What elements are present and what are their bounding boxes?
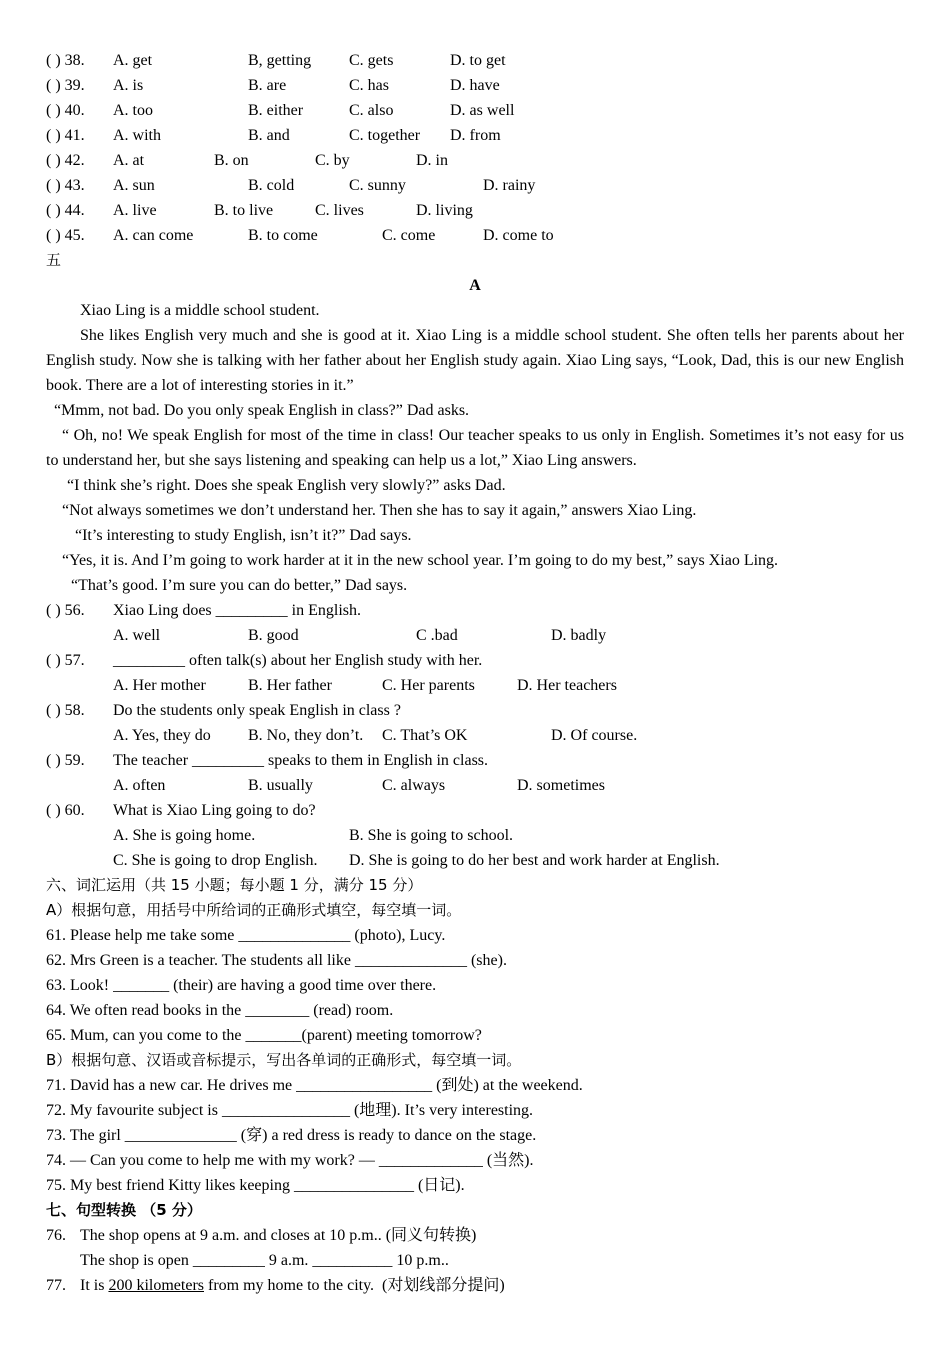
question-number: ( ) 58. — [46, 702, 85, 719]
passage-paragraph: “Mmm, not bad. Do you only speak English in class?” Dad asks. — [54, 402, 470, 419]
option-b: B. either — [248, 102, 304, 119]
section-heading: 六、词汇运用（共 15 小题；每小题 1 分，满分 15 分） — [46, 876, 423, 894]
question-row — [46, 698, 904, 723]
options-row — [46, 823, 904, 848]
question-row — [46, 748, 904, 773]
question-text: What is Xiao Ling going to do? — [113, 802, 316, 819]
question-row — [46, 48, 904, 73]
passage-paragraph: “It’s interesting to study English, isn’t it?” Dad says. — [75, 527, 412, 544]
fill-item: 71. David has a new car. He drives me _________________ (到处) at the weekend. — [46, 1077, 583, 1094]
option-a: A. Her mother — [113, 677, 206, 694]
option-d: D. living — [416, 202, 473, 219]
fill-item: 62. Mrs Green is a teacher. The students all like ______________ (she). — [46, 952, 507, 969]
question-number: ( ) 59. — [46, 752, 85, 769]
option-c: C. always — [382, 777, 446, 794]
option-d: D. rainy — [483, 177, 536, 194]
option-a: A. She is going home. — [113, 827, 256, 844]
question-row — [46, 648, 904, 673]
option-b: B. on — [214, 152, 249, 169]
option-c: C. sunny — [349, 177, 406, 194]
exam-page — [46, 48, 904, 1298]
option-a: A. too — [113, 102, 153, 119]
question-number: ( ) 39. — [46, 77, 85, 94]
option-d: D. as well — [450, 102, 515, 119]
question-number: ( ) 40. — [46, 102, 85, 119]
question-number: ( ) 38. — [46, 52, 85, 69]
question-number: 76. — [46, 1227, 66, 1244]
option-a: A. is — [113, 77, 144, 94]
option-a: A. live — [113, 202, 157, 219]
option-c: C. together — [349, 127, 421, 144]
passage-paragraph: “Not always sometimes we don’t understand her. Then she has to say it again,” answers Xiao Ling. — [62, 502, 697, 519]
option-b: B, getting — [248, 52, 312, 69]
options-row — [46, 773, 904, 798]
fill-item: 61. Please help me take some ______________ (photo), Lucy. — [46, 927, 446, 944]
fill-item: 73. The girl ______________ (穿) a red dress is ready to dance on the stage. — [46, 1127, 537, 1144]
fill-item: 65. Mum, can you come to the _______(parent) meeting tomorrow? — [46, 1027, 482, 1044]
options-row — [46, 723, 904, 748]
option-d: D. to get — [450, 52, 506, 69]
passage-paragraph: “ Oh, no! We speak English for most of the time in class! Our teacher speaks to us only in English. Sometimes it’s not easy for us to understand her, but she says listening and speaking can help us a lot,” Xiao Ling answers. — [46, 427, 904, 469]
option-c: C. That’s OK — [382, 727, 468, 744]
question-text: The shop opens at 9 a.m. and closes at 10 p.m.. (同义句转换) — [80, 1227, 477, 1244]
question-row — [46, 123, 904, 148]
question-number: ( ) 42. — [46, 152, 85, 169]
option-c: C. also — [349, 102, 394, 119]
option-c: C. has — [349, 77, 389, 94]
option-c: C. She is going to drop English. — [113, 852, 318, 869]
option-b: B. She is going to school. — [349, 827, 514, 844]
option-c: C. by — [315, 152, 350, 169]
part-instruction: B）根据句意、汉语或音标提示，写出各单词的正确形式，每空填一词。 — [46, 1051, 522, 1069]
options-row — [46, 848, 904, 873]
option-b: B. usually — [248, 777, 313, 794]
question-text: _________ often talk(s) about her English study with her. — [113, 652, 483, 669]
question-text-post: from my home to the city. (对划线部分提问) — [204, 1277, 505, 1294]
passage-paragraph: Xiao Ling is a middle school student. — [80, 302, 320, 319]
option-a: A. get — [113, 52, 153, 69]
question-row — [46, 73, 904, 98]
underlined-phrase: 200 kilometers — [108, 1277, 204, 1294]
option-c: C. come — [382, 227, 436, 244]
question-text: Do the students only speak English in class ? — [113, 702, 401, 719]
question-row — [46, 223, 904, 248]
fill-item: 74. — Can you come to help me with my work? — _____________ (当然). — [46, 1152, 534, 1169]
option-a: A. well — [113, 627, 161, 644]
question-text: The teacher _________ speaks to them in English in class. — [113, 752, 489, 769]
option-a: A. at — [113, 152, 145, 169]
question-number: ( ) 41. — [46, 127, 85, 144]
option-c: C. gets — [349, 52, 394, 69]
question-number: ( ) 45. — [46, 227, 85, 244]
option-a: A. often — [113, 777, 166, 794]
section-heading: 七、句型转换 （5 分） — [46, 1201, 202, 1219]
question-text — [80, 1273, 505, 1298]
answer-row — [46, 1248, 904, 1273]
passage-paragraph: “Yes, it is. And I’m going to work harder at it in the new school year. I’m going to do my best,” says Xiao Ling. — [62, 552, 779, 569]
option-d: D. Her teachers — [517, 677, 617, 694]
option-b: B. to live — [214, 202, 274, 219]
option-d: D. from — [450, 127, 501, 144]
option-d: D. in — [416, 152, 448, 169]
passage-title: A — [469, 277, 481, 294]
question-number: ( ) 44. — [46, 202, 85, 219]
option-b: B. cold — [248, 177, 295, 194]
option-b: B. Her father — [248, 677, 332, 694]
question-number: ( ) 60. — [46, 802, 85, 819]
option-d: D. have — [450, 77, 500, 94]
option-c: C .bad — [416, 627, 458, 644]
question-number: 77. — [46, 1277, 66, 1294]
question-row — [46, 148, 904, 173]
fill-item: 63. Look! _______ (their) are having a good time over there. — [46, 977, 437, 994]
fill-item: 72. My favourite subject is ________________ (地理). It’s very interesting. — [46, 1102, 534, 1119]
question-number: ( ) 43. — [46, 177, 85, 194]
option-b: B. are — [248, 77, 287, 94]
passage-paragraph: She likes English very much and she is good at it. Xiao Ling is a middle school student. She often tells her parents about her English study. Now she is talking with her father about her English study again. Xiao Ling says, “Look, Dad, this is our new English book. There are a lot of interesting stories in it.” — [46, 327, 904, 394]
option-a: A. sun — [113, 177, 155, 194]
question-row — [46, 198, 904, 223]
option-a: A. Yes, they do — [113, 727, 211, 744]
question-row — [46, 1223, 904, 1248]
option-a: A. can come — [113, 227, 194, 244]
question-row — [46, 98, 904, 123]
section-heading: 五 — [46, 251, 62, 269]
option-c: C. Her parents — [382, 677, 475, 694]
question-row — [46, 173, 904, 198]
options-row — [46, 673, 904, 698]
option-b: B. to come — [248, 227, 318, 244]
option-d: D. She is going to do her best and work harder at English. — [349, 852, 720, 869]
option-b: B. No, they don’t. — [248, 727, 364, 744]
option-c: C. lives — [315, 202, 364, 219]
option-b: B. good — [248, 627, 299, 644]
passage-paragraph: “That’s good. I’m sure you can do better,” Dad says. — [71, 577, 408, 594]
passage-paragraph: “I think she’s right. Does she speak English very slowly?” asks Dad. — [67, 477, 506, 494]
fill-item: 75. My best friend Kitty likes keeping _______________ (日记). — [46, 1177, 465, 1194]
question-number: ( ) 56. — [46, 602, 85, 619]
option-d: D. sometimes — [517, 777, 605, 794]
option-d: D. badly — [551, 627, 607, 644]
option-d: D. come to — [483, 227, 554, 244]
question-row — [46, 598, 904, 623]
option-b: B. and — [248, 127, 290, 144]
part-instruction: A）根据句意，用括号中所给词的正确形式填空，每空填一词。 — [46, 901, 462, 919]
answer-template: The shop is open _________ 9 a.m. __________ 10 p.m.. — [80, 1252, 449, 1269]
question-row — [46, 1273, 904, 1298]
question-text: Xiao Ling does _________ in English. — [113, 602, 361, 619]
question-row — [46, 798, 904, 823]
option-a: A. with — [113, 127, 161, 144]
question-text-pre: It is — [80, 1277, 109, 1294]
options-row — [46, 623, 904, 648]
fill-item: 64. We often read books in the ________ (read) room. — [46, 1002, 394, 1019]
question-number: ( ) 57. — [46, 652, 85, 669]
option-d: D. Of course. — [551, 727, 638, 744]
